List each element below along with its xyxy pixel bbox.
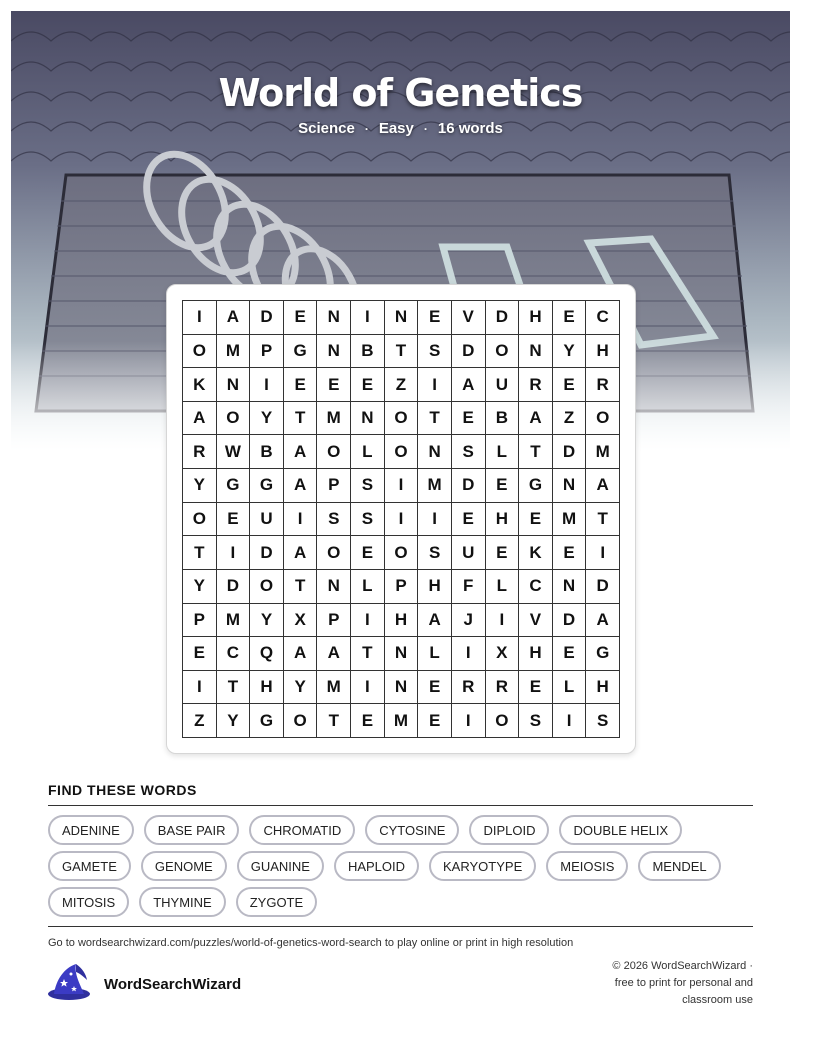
grid-cell[interactable]: E [183, 637, 217, 671]
grid-cell[interactable]: D [250, 301, 284, 335]
category-label: Science [298, 120, 355, 137]
grid-cell[interactable]: S [586, 704, 620, 738]
word-chip: GAMETE [48, 851, 131, 881]
word-count-label: 16 words [437, 120, 503, 137]
grid-cell[interactable]: I [452, 637, 486, 671]
grid-cell[interactable]: B [250, 435, 284, 469]
grid-cell[interactable]: E [519, 503, 553, 537]
grid-cell[interactable]: N [553, 469, 587, 503]
grid-cell[interactable]: M [217, 604, 251, 638]
grid-cell[interactable]: X [486, 637, 520, 671]
meta-separator: · [423, 121, 428, 136]
grid-cell[interactable]: H [418, 570, 452, 604]
grid-cell[interactable]: E [284, 368, 318, 402]
grid-cell[interactable]: M [385, 704, 419, 738]
grid-cell[interactable]: I [452, 704, 486, 738]
grid-cell[interactable]: E [553, 368, 587, 402]
grid-cell[interactable]: O [250, 570, 284, 604]
grid-cell[interactable]: G [519, 469, 553, 503]
grid-cell[interactable]: N [385, 637, 419, 671]
letter-grid [182, 300, 620, 738]
grid-cell[interactable]: L [486, 435, 520, 469]
grid-cell[interactable]: D [486, 301, 520, 335]
grid-cell[interactable]: Z [183, 704, 217, 738]
grid-cell[interactable]: Y [183, 570, 217, 604]
divider [48, 926, 753, 927]
grid-cell[interactable]: A [284, 536, 318, 570]
grid-cell[interactable]: J [452, 604, 486, 638]
grid-cell[interactable]: H [519, 301, 553, 335]
grid-cell[interactable]: E [486, 469, 520, 503]
grid-cell[interactable]: E [284, 301, 318, 335]
grid-cell[interactable]: L [351, 435, 385, 469]
grid-cell[interactable]: I [351, 301, 385, 335]
grid-cell[interactable]: O [486, 335, 520, 369]
grid-cell[interactable]: O [385, 435, 419, 469]
word-list [48, 815, 753, 917]
grid-cell[interactable]: T [284, 570, 318, 604]
grid-cell[interactable]: L [553, 671, 587, 705]
grid-cell[interactable]: A [452, 368, 486, 402]
grid-cell[interactable]: M [418, 469, 452, 503]
grid-cell[interactable]: T [418, 402, 452, 436]
grid-cell[interactable]: A [317, 637, 351, 671]
grid-cell[interactable]: T [519, 435, 553, 469]
grid-cell[interactable]: T [385, 335, 419, 369]
grid-cell[interactable]: A [418, 604, 452, 638]
grid-cell[interactable]: I [250, 368, 284, 402]
grid-cell[interactable]: H [586, 671, 620, 705]
grid-cell[interactable]: R [486, 671, 520, 705]
grid-cell[interactable]: Y [183, 469, 217, 503]
grid-cell[interactable]: E [486, 536, 520, 570]
page-title: World of Genetics [218, 71, 583, 115]
grid-cell[interactable]: S [317, 503, 351, 537]
grid-cell[interactable]: O [385, 402, 419, 436]
grid-cell[interactable]: X [284, 604, 318, 638]
grid-cell[interactable]: V [452, 301, 486, 335]
grid-cell[interactable]: D [553, 435, 587, 469]
grid-cell[interactable]: O [284, 704, 318, 738]
grid-cell[interactable]: I [385, 503, 419, 537]
word-chip: ZYGOTE [236, 887, 317, 917]
grid-cell[interactable]: R [183, 435, 217, 469]
grid-cell[interactable]: M [553, 503, 587, 537]
grid-cell[interactable]: I [351, 671, 385, 705]
copyright-line: free to print for personal and [614, 977, 753, 989]
grid-cell[interactable]: S [418, 335, 452, 369]
grid-cell[interactable]: N [317, 301, 351, 335]
grid-cell[interactable]: M [586, 435, 620, 469]
grid-cell[interactable]: T [284, 402, 318, 436]
grid-cell[interactable]: E [351, 368, 385, 402]
grid-cell[interactable]: B [486, 402, 520, 436]
word-chip: HAPLOID [334, 851, 419, 881]
grid-cell[interactable]: T [586, 503, 620, 537]
grid-cell[interactable]: I [385, 469, 419, 503]
grid-cell[interactable]: E [553, 536, 587, 570]
grid-cell[interactable]: P [250, 335, 284, 369]
grid-cell[interactable]: N [351, 402, 385, 436]
word-chip: GUANINE [237, 851, 324, 881]
grid-cell[interactable]: D [250, 536, 284, 570]
grid-cell[interactable]: A [586, 604, 620, 638]
grid-cell[interactable]: N [385, 671, 419, 705]
grid-cell[interactable]: T [351, 637, 385, 671]
grid-cell[interactable]: S [519, 704, 553, 738]
grid-cell[interactable]: G [586, 637, 620, 671]
grid-cell[interactable]: O [183, 335, 217, 369]
grid-cell[interactable]: C [519, 570, 553, 604]
grid-cell[interactable]: E [452, 402, 486, 436]
grid-cell[interactable]: E [217, 503, 251, 537]
word-chip: THYMINE [139, 887, 226, 917]
word-list-heading: FIND THESE WORDS [48, 782, 197, 798]
grid-cell[interactable]: B [351, 335, 385, 369]
grid-cell[interactable]: E [351, 536, 385, 570]
grid-cell[interactable]: A [183, 402, 217, 436]
grid-cell[interactable]: H [519, 637, 553, 671]
grid-cell[interactable]: A [586, 469, 620, 503]
brand-name: WordSearchWizard [104, 976, 242, 993]
grid-cell[interactable]: Z [385, 368, 419, 402]
grid-cell[interactable]: U [250, 503, 284, 537]
grid-cell[interactable]: R [519, 368, 553, 402]
grid-cell[interactable]: O [317, 536, 351, 570]
word-chip: CYTOSINE [365, 815, 459, 845]
grid-cell[interactable]: A [217, 301, 251, 335]
grid-cell[interactable]: A [284, 469, 318, 503]
grid-cell[interactable]: I [553, 704, 587, 738]
grid-cell[interactable]: O [317, 435, 351, 469]
grid-cell[interactable]: M [217, 335, 251, 369]
grid-cell[interactable]: L [486, 570, 520, 604]
grid-cell[interactable]: N [217, 368, 251, 402]
grid-cell[interactable]: I [351, 604, 385, 638]
word-chip: BASE PAIR [144, 815, 240, 845]
grid-cell[interactable]: O [486, 704, 520, 738]
grid-cell[interactable]: E [553, 301, 587, 335]
grid-cell[interactable]: O [183, 503, 217, 537]
grid-cell[interactable]: C [217, 637, 251, 671]
grid-cell[interactable]: N [385, 301, 419, 335]
grid-cell[interactable]: P [317, 469, 351, 503]
grid-cell[interactable]: U [486, 368, 520, 402]
grid-cell[interactable]: R [452, 671, 486, 705]
grid-cell[interactable]: W [217, 435, 251, 469]
grid-cell[interactable]: E [418, 671, 452, 705]
grid-cell[interactable]: T [317, 704, 351, 738]
word-chip: ADENINE [48, 815, 134, 845]
grid-cell[interactable]: D [452, 335, 486, 369]
grid-cell[interactable]: H [586, 335, 620, 369]
grid-cell[interactable]: D [217, 570, 251, 604]
grid-cell[interactable]: I [217, 536, 251, 570]
grid-cell[interactable]: A [284, 435, 318, 469]
grid-cell[interactable]: N [317, 335, 351, 369]
grid-cell[interactable]: M [317, 671, 351, 705]
word-chip: MITOSIS [48, 887, 129, 917]
difficulty-label: Easy [378, 120, 414, 137]
grid-cell[interactable]: S [418, 536, 452, 570]
grid-cell[interactable]: Y [250, 402, 284, 436]
grid-cell[interactable]: H [385, 604, 419, 638]
grid-cell[interactable]: A [284, 637, 318, 671]
puzzle-meta [11, 120, 790, 137]
grid-cell[interactable]: O [385, 536, 419, 570]
grid-cell[interactable]: I [418, 368, 452, 402]
grid-cell[interactable]: I [183, 671, 217, 705]
meta-separator: · [364, 121, 369, 136]
grid-cell[interactable]: E [418, 301, 452, 335]
grid-cell[interactable]: N [519, 335, 553, 369]
grid-cell[interactable]: Y [284, 671, 318, 705]
word-chip: DIPLOID [469, 815, 549, 845]
play-online-note: Go to wordsearchwizard.com/puzzles/world-of-genetics-word-search to play online or print in high resolution [48, 937, 574, 949]
grid-cell[interactable]: I [586, 536, 620, 570]
grid-cell[interactable]: D [452, 469, 486, 503]
grid-cell[interactable]: Y [217, 704, 251, 738]
grid-cell[interactable]: I [418, 503, 452, 537]
grid-cell[interactable]: E [418, 704, 452, 738]
grid-cell[interactable]: Y [250, 604, 284, 638]
puzzle-card [166, 284, 636, 754]
copyright-line: © 2026 WordSearchWizard · [612, 960, 753, 972]
grid-cell[interactable]: Q [250, 637, 284, 671]
grid-cell[interactable]: S [351, 503, 385, 537]
grid-cell[interactable]: A [519, 402, 553, 436]
grid-cell[interactable]: O [586, 402, 620, 436]
grid-cell[interactable]: R [586, 368, 620, 402]
grid-cell[interactable]: G [217, 469, 251, 503]
grid-cell[interactable]: P [183, 604, 217, 638]
word-chip: DOUBLE HELIX [559, 815, 682, 845]
grid-cell[interactable]: M [317, 402, 351, 436]
grid-cell[interactable]: I [284, 503, 318, 537]
word-chip: GENOME [141, 851, 227, 881]
word-chip: KARYOTYPE [429, 851, 536, 881]
grid-cell[interactable]: V [519, 604, 553, 638]
grid-cell[interactable]: P [385, 570, 419, 604]
grid-cell[interactable]: K [519, 536, 553, 570]
puzzle-header [11, 70, 790, 137]
grid-cell[interactable]: D [553, 604, 587, 638]
brand [46, 962, 241, 1007]
grid-cell[interactable]: S [351, 469, 385, 503]
grid-cell[interactable]: N [553, 570, 587, 604]
grid-cell[interactable]: E [553, 637, 587, 671]
grid-cell[interactable]: U [452, 536, 486, 570]
grid-cell[interactable]: I [486, 604, 520, 638]
grid-cell[interactable]: T [183, 536, 217, 570]
grid-cell[interactable]: K [183, 368, 217, 402]
word-chip: MENDEL [638, 851, 720, 881]
grid-cell[interactable]: S [452, 435, 486, 469]
grid-cell[interactable]: N [418, 435, 452, 469]
word-chip: CHROMATID [249, 815, 355, 845]
grid-cell[interactable]: Z [553, 402, 587, 436]
grid-cell[interactable]: L [351, 570, 385, 604]
grid-cell[interactable]: H [486, 503, 520, 537]
grid-cell[interactable]: H [250, 671, 284, 705]
grid-cell[interactable]: Y [553, 335, 587, 369]
grid-cell[interactable]: D [586, 570, 620, 604]
copyright-notice [553, 958, 753, 1009]
divider [48, 805, 753, 806]
grid-cell[interactable]: G [284, 335, 318, 369]
grid-cell[interactable]: E [351, 704, 385, 738]
grid-cell[interactable]: O [217, 402, 251, 436]
grid-cell[interactable]: G [250, 704, 284, 738]
copyright-line: classroom use [682, 994, 753, 1006]
grid-cell[interactable]: G [250, 469, 284, 503]
grid-cell[interactable]: E [519, 671, 553, 705]
grid-cell[interactable]: C [586, 301, 620, 335]
grid-cell[interactable]: E [452, 503, 486, 537]
grid-cell[interactable]: I [183, 301, 217, 335]
grid-cell[interactable]: P [317, 604, 351, 638]
grid-cell[interactable]: L [418, 637, 452, 671]
grid-cell[interactable]: E [317, 368, 351, 402]
grid-cell[interactable]: N [317, 570, 351, 604]
grid-cell[interactable]: F [452, 570, 486, 604]
grid-cell[interactable]: T [217, 671, 251, 705]
word-chip: MEIOSIS [546, 851, 628, 881]
wizard-hat-icon [46, 962, 92, 1007]
